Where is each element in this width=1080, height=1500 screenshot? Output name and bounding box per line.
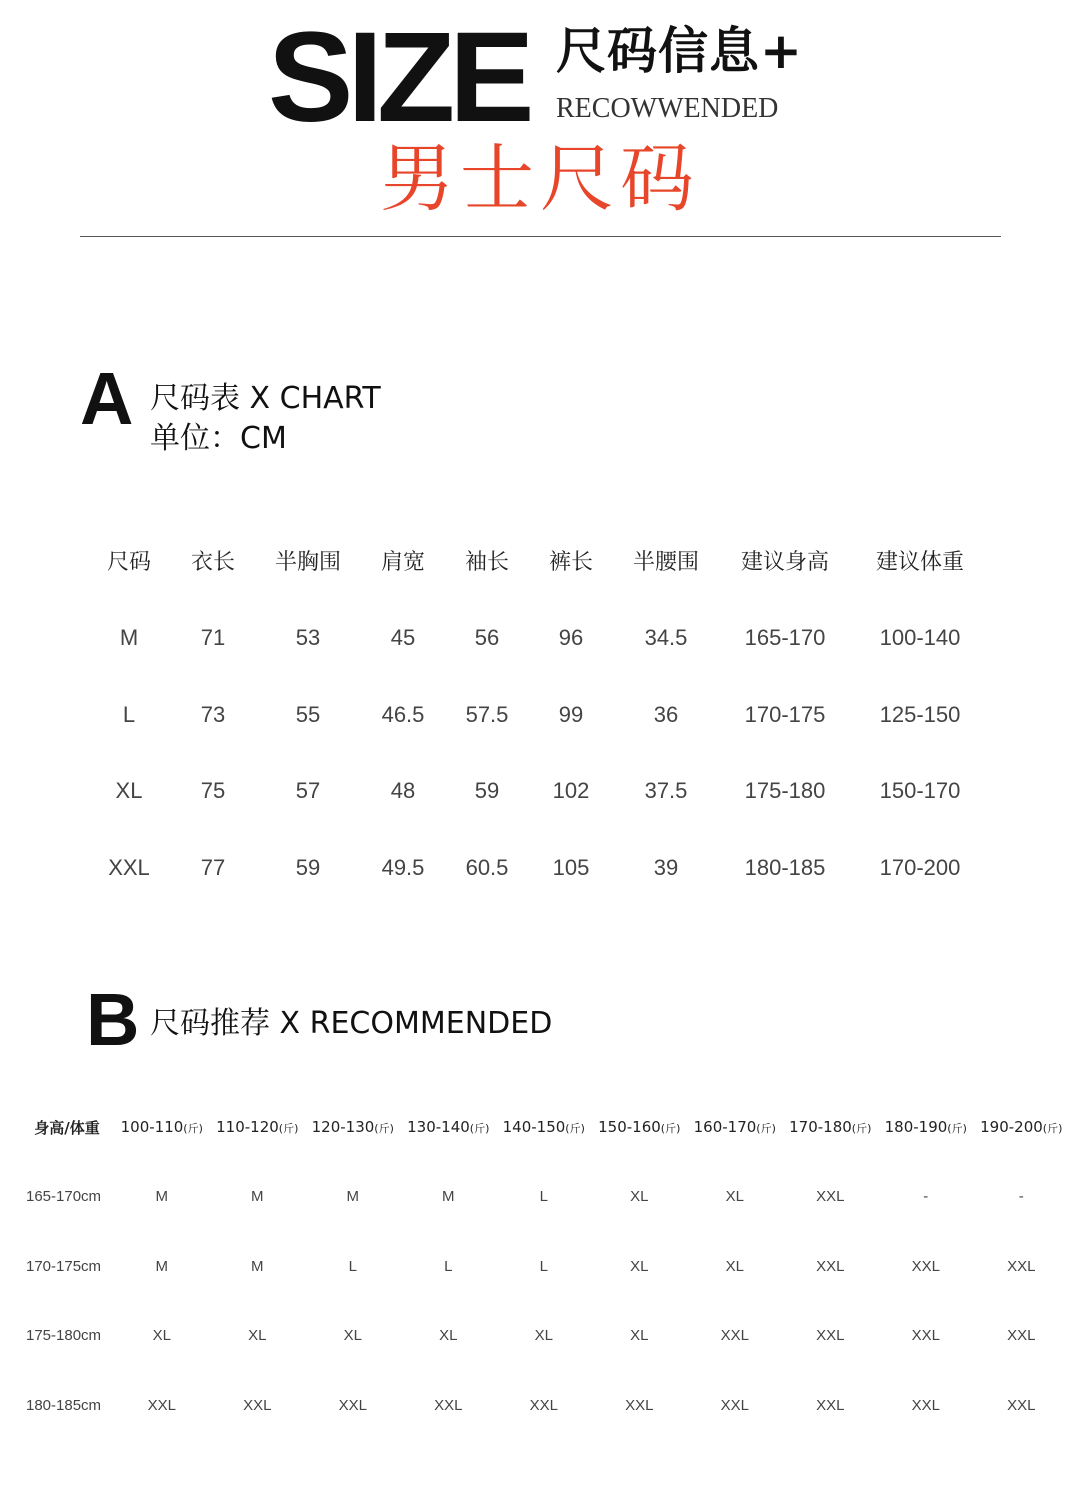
recommend-size-cell: L [539,1188,548,1206]
size-chart-cell: 170-175 [744,701,826,727]
size-chart-cell: 34.5 [644,625,688,651]
recommend-size-cell: M [155,1257,168,1275]
size-chart-cell: L [122,701,136,727]
recommend-size-cell: XL [534,1327,553,1345]
size-chart-cell: 57.5 [465,701,509,727]
size-chart-cell: 36 [653,701,679,727]
recommend-header-row [20,1092,1069,1162]
recommend-size-cell: XXL [720,1396,749,1414]
recommend-size-cell: L [539,1257,548,1275]
recommend-size-cell: L [444,1257,453,1275]
weight-range: 190-200 [980,1118,1043,1136]
weight-range: 150-160 [598,1118,661,1136]
size-chart-row [88,600,988,677]
size-chart-header-cell: 衣长 [190,549,235,575]
size-chart-cell: 48 [390,778,416,804]
recommend-weight-header [305,1092,401,1162]
recommend-weight-header [974,1092,1070,1162]
recommend-size-cell: M [346,1188,359,1206]
recommend-row [20,1371,1069,1441]
weight-unit: (斤) [469,1122,490,1135]
recommend-size-cell: XXL [338,1396,367,1414]
recommend-row [20,1232,1069,1302]
recommend-size-cell: XXL [816,1396,845,1414]
size-word: SIZE [268,6,529,149]
size-chart-cell: 39 [653,854,679,880]
section-b-title: 尺码推荐 X RECOMMENDED [150,1006,553,1041]
size-chart-body [88,600,988,906]
recommend-size-cell: XXL [1007,1257,1036,1275]
recommend-height-label: 175-180cm [26,1327,102,1345]
recommend-weight-header [783,1092,879,1162]
recommend-size-cell: XXL [1007,1327,1036,1345]
size-chart-cell: 53 [295,625,321,651]
size-chart-cell: 180-185 [744,854,826,880]
size-chart-header-cell: 建议身高 [740,549,829,575]
recommend-weight-header [401,1092,497,1162]
header [0,0,1080,240]
size-chart-cell: 96 [558,625,584,651]
recommend-size-cell: M [251,1257,264,1275]
weight-range: 120-130 [311,1118,375,1136]
size-chart-header-cell: 半腰围 [632,549,699,575]
size-chart-header-cell: 半胸围 [274,549,341,575]
weight-unit: (斤) [947,1122,967,1135]
size-chart-cell: 150-170 [879,778,961,804]
size-chart-cell: 57 [295,778,321,804]
recommend-corner-label: 身高/体重 [34,1118,100,1137]
size-chart-cell: 56 [474,625,500,651]
size-chart-header-cell: 肩宽 [380,549,425,575]
size-chart-cell: 37.5 [644,778,688,804]
size-chart-cell: 71 [200,625,226,651]
section-a-unit: 单位：CM [150,421,287,456]
weight-range: 180-190 [884,1118,948,1136]
size-info-en: RECOWWENDED [556,93,779,124]
recommend-size-cell: XL [630,1188,649,1206]
recommend-size-cell: XL [725,1257,744,1275]
header-divider [80,236,1001,237]
recommend-weight-header [114,1092,210,1162]
size-chart-header-cell: 建议体重 [875,549,964,575]
recommend-size-cell: XL [630,1257,649,1275]
recommend-size-cell: L [348,1257,357,1275]
size-chart-header-cell: 尺码 [106,549,151,575]
recommend-height-label: 180-185cm [26,1396,102,1414]
size-chart-cell: 59 [295,854,321,880]
section-a-letter: A [80,357,134,440]
weight-range: 160-170 [693,1118,757,1136]
recommend-size-cell: XL [630,1327,649,1345]
weight-unit: (斤) [851,1122,872,1135]
size-chart-cell: 59 [474,778,500,804]
recommend-size-cell: M [155,1188,168,1206]
recommend-weight-header [687,1092,783,1162]
recommend-size-cell: XXL [243,1396,272,1414]
recommend-body [20,1162,1069,1440]
size-chart-cell: XL [115,778,143,804]
recommend-height-label: 170-175cm [26,1257,102,1275]
size-chart-cell: 77 [200,854,226,880]
recommend-weight-header [878,1092,974,1162]
size-chart-header-cell: 裤长 [548,549,593,575]
size-chart-cell: 102 [552,778,590,804]
weight-unit: (斤) [660,1122,681,1135]
recommend-size-cell: XXL [625,1396,654,1414]
weight-unit: (斤) [183,1122,203,1135]
size-chart-row [88,830,988,907]
size-chart-cell: 99 [558,701,584,727]
size-chart-row [88,677,988,754]
recommend-size-cell: XXL [911,1396,940,1414]
recommend-size-cell: XXL [720,1327,749,1345]
recommend-size-cell: XXL [911,1327,940,1345]
recommend-size-cell: XXL [816,1257,845,1275]
size-chart-header-cell: 袖长 [464,549,509,575]
recommend-size-cell: XXL [816,1327,845,1345]
recommend-size-cell: M [442,1188,455,1206]
size-chart-cell: 170-200 [879,854,961,880]
section-b-letter: B [86,978,140,1061]
recommend-size-cell: XL [725,1188,744,1206]
size-chart-cell: 75 [200,778,226,804]
recommend-size-cell: XXL [816,1188,845,1206]
recommend-size-cell: XL [248,1327,267,1345]
recommend-size-cell: XXL [434,1396,463,1414]
size-chart-cell: 55 [295,701,321,727]
weight-unit: (斤) [756,1122,776,1135]
weight-range: 140-150 [502,1118,566,1136]
recommend-size-cell: XL [343,1327,362,1345]
size-chart-cell: 73 [200,701,226,727]
size-recommend-table [20,1092,1069,1440]
recommend-size-cell: XL [152,1327,171,1345]
recommend-size-cell: XXL [147,1396,176,1414]
weight-unit: (斤) [565,1122,585,1135]
recommend-size-cell: M [251,1188,264,1206]
recommend-weight-header [592,1092,688,1162]
recommend-size-cell: XXL [529,1396,558,1414]
size-chart-cell: 60.5 [465,854,509,880]
section-a-title: 尺码表 X CHART [150,381,381,416]
weight-range: 110-120 [216,1118,279,1136]
size-chart-cell: 125-150 [879,701,961,727]
recommend-size-cell: - [1018,1188,1024,1206]
size-chart-table [88,520,988,906]
weight-range: 170-180 [789,1118,852,1136]
weight-unit: (斤) [1042,1122,1063,1135]
recommend-weight-header [496,1092,592,1162]
weight-range: 100-110 [120,1118,184,1136]
weight-unit: (斤) [278,1122,299,1135]
recommend-size-cell: - [923,1188,929,1206]
size-chart-row [88,753,988,830]
size-chart-cell: 100-140 [879,625,961,651]
size-chart-cell: 175-180 [744,778,826,804]
weight-range: 130-140 [407,1118,470,1136]
recommend-size-cell: XXL [1007,1396,1036,1414]
weight-unit: (斤) [374,1122,394,1135]
size-chart-cell: 45 [390,625,416,651]
size-chart-cell: 105 [552,854,590,880]
recommend-size-cell: XL [439,1327,458,1345]
size-chart-cell: 49.5 [381,854,425,880]
recommend-weight-header [210,1092,306,1162]
size-info-cn: 尺码信息+ [556,22,803,80]
size-chart-cell: XXL [108,854,150,880]
size-chart-cell: 165-170 [744,625,826,651]
recommend-row [20,1301,1069,1371]
size-chart-cell: 46.5 [381,701,425,727]
recommend-row [20,1162,1069,1232]
mens-size-title: 男士尺码 [380,136,700,222]
size-chart-header-row [88,520,988,600]
size-chart-cell: M [119,625,139,651]
recommend-height-label: 165-170cm [26,1188,102,1206]
recommend-size-cell: XXL [911,1257,940,1275]
